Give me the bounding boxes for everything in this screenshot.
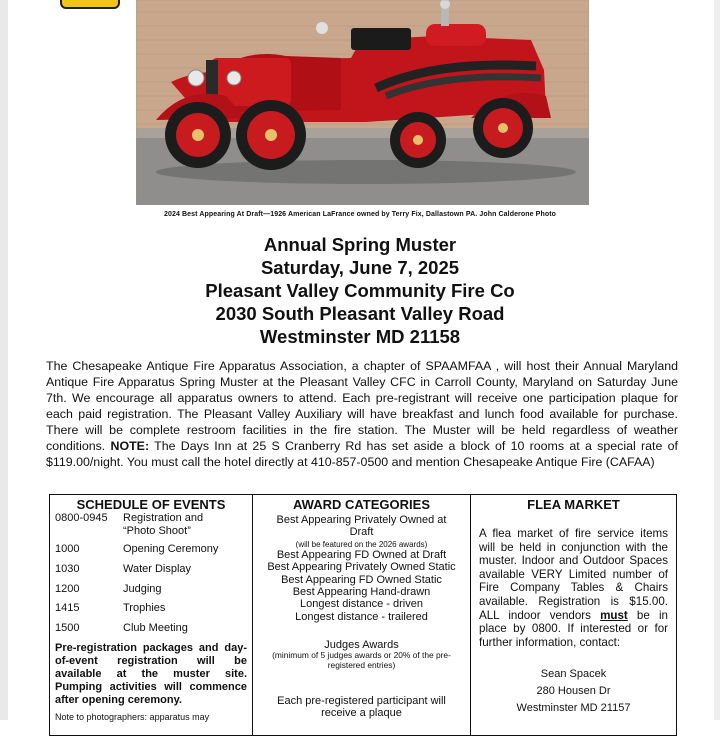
schedule-title: SCHEDULE OF EVENTS <box>76 497 226 512</box>
flea-market-title: FLEA MARKET <box>527 497 620 512</box>
registration-note: Pre-registration packages and day-of-event registration will be available at the muster site. Pumping activities will commence after opening ceremony. <box>55 642 247 706</box>
award-item: Best Appearing Privately Owned at Draft <box>276 514 447 539</box>
event-city: Westminster MD 21158 <box>259 326 461 347</box>
logo-badge-shape <box>60 0 120 9</box>
schedule-event: Registration and <box>123 512 204 524</box>
flea-text-part: be in place by 0800. If interested or for further information, contact: <box>479 608 668 649</box>
awards-column <box>252 495 471 735</box>
schedule-event: Judging <box>123 583 162 595</box>
contact-street: 280 Housen Dr <box>536 685 611 697</box>
schedule-time: 0800-0945 <box>55 512 108 524</box>
awards-title: AWARD CATEGORIES <box>293 497 430 512</box>
intro-text: The Chesapeake Antique Fire Apparatus Association, a chapter of SPAAMFAA , will host their Annual Maryland Antique Fire Apparatus Spring Muster at the Pleasant Valley CFC in Carroll County, Maryland on Saturday June 7th. We encourage all apparatus owners to attend. Each pre-registrant will receive one participation plaque for each paid registration. The Pleasant Valley Auxiliary will have breakfast and lunch food available for purchase. There will be complete restroom facilities in the fire station. The Muster will be held regardless of weather conditions. <box>46 359 678 453</box>
intro-paragraph <box>46 358 678 470</box>
schedule-time: 1000 <box>55 543 80 555</box>
schedule-event: Water Display <box>123 563 192 575</box>
photographers-note: Note to photographers: apparatus may <box>55 712 210 722</box>
flea-market-column <box>471 495 676 735</box>
association-logo <box>46 0 130 12</box>
award-item: Best Appearing Hand-drawn <box>292 585 431 598</box>
event-date: Saturday, June 7, 2025 <box>260 257 460 278</box>
award-item: Longest distance - trailered <box>295 610 428 623</box>
event-header <box>0 233 720 348</box>
page-edge-left <box>0 0 8 720</box>
award-note: (will be featured on the 2026 awards) <box>295 539 428 549</box>
award-item: Best Appearing FD Owned at Draft <box>276 549 447 562</box>
event-street: 2030 South Pleasant Valley Road <box>215 303 505 324</box>
award-item: Best Appearing Privately Owned Static <box>267 561 456 574</box>
award-item: Best Appearing FD Owned Static <box>281 573 442 586</box>
flea-market-text <box>479 527 668 649</box>
schedule-event: Club Meeting <box>123 622 188 634</box>
flea-must: must <box>600 608 628 622</box>
schedule-time: 1500 <box>55 622 80 634</box>
fire-engine-photo <box>136 0 589 205</box>
event-host: Pleasant Valley Community Fire Co <box>205 280 515 301</box>
schedule-time: 1030 <box>55 563 80 575</box>
judges-awards: Judges Awards <box>324 638 399 651</box>
schedule-time: 1415 <box>55 602 80 614</box>
schedule-event: Trophies <box>123 602 166 614</box>
award-item: Longest distance - driven <box>300 598 423 611</box>
flea-text-part: A flea market of fire service items will be held in conjunction with the muster. Indoor and Outdoor Spaces available VERY Limited number of Fire Company Tables & Chairs available. Registration is $15.00. ALL indoor vendors <box>479 527 668 622</box>
judges-awards-note: (minimum of 5 judges awards or 20% of the pre-registered entries) <box>272 650 451 670</box>
plaque-note: Each pre-registered participant will receive a plaque <box>277 695 446 720</box>
fire-engine-illustration <box>136 0 589 205</box>
contact-name: Sean Spacek <box>540 668 607 680</box>
photo-caption: 2024 Best Appearing At Draft—1926 American LaFrance owned by Terry Fix, Dallastown PA. John Calderone Photo <box>163 211 557 218</box>
schedule-event-cont: “Photo Shoot” <box>123 525 191 537</box>
schedule-time: 1200 <box>55 583 80 595</box>
page-edge-right <box>714 0 720 720</box>
note-label: NOTE: <box>110 439 150 453</box>
contact-city: Westminster MD 21157 <box>516 702 631 714</box>
event-title: Annual Spring Muster <box>263 234 457 255</box>
schedule-event: Opening Ceremony <box>123 543 219 555</box>
note-text: The Days Inn at 25 S Cranberry Rd has set aside a block of 10 rooms at a special rate of $119.00/night. You must call the hotel directly at 410-857-0500 and mention Chesapeake Antique Fire (CAFAA) <box>46 439 678 469</box>
